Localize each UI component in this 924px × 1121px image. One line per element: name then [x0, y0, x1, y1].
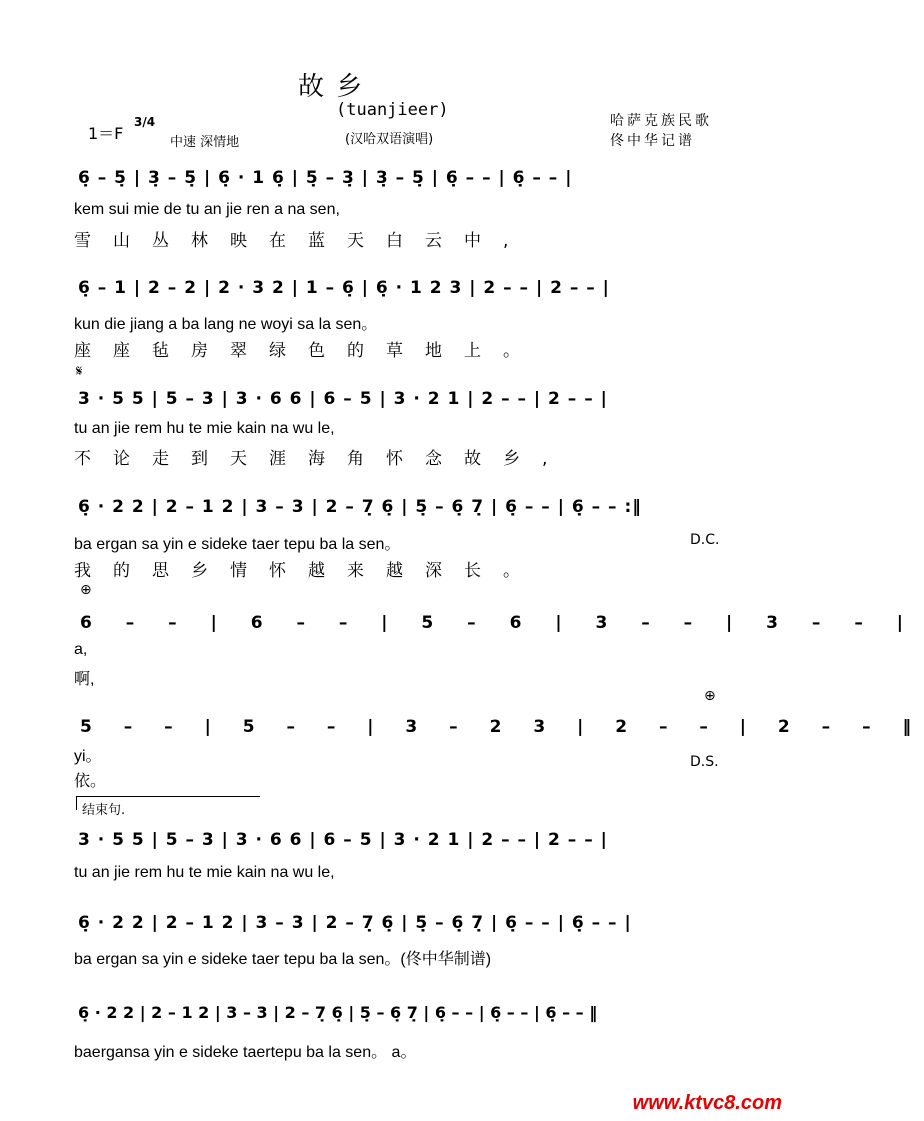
lyric-line-9-romanized: baergansa yin e sideke taertepu ba la sen。 a。 [74, 1044, 417, 1061]
lyric-line-5-chinese: 啊, [74, 671, 95, 688]
lyric-line-1-chinese: 雪山丛林映在蓝天白云中, [74, 231, 531, 251]
notation-line-2: 6̣ – 1 | 2 – 2 | 2 · 3 2 | 1 – 6̣ | 6̣ · 1 2 3 | 2 – – | 2 – – | [78, 278, 610, 298]
lyric-line-8-romanized: ba ergan sa yin e sideke taer tepu ba la sen。(佟中华制谱) [74, 951, 492, 968]
ds-marking: D.S. [690, 754, 719, 770]
lyric-line-5-romanized: a, [74, 641, 88, 658]
time-signature [134, 116, 155, 128]
coda-icon: ⊕ [80, 582, 92, 598]
ending-bracket [76, 796, 260, 797]
lyric-line-4-romanized: ba ergan sa yin e sideke taer tepu ba la sen。 [74, 536, 401, 553]
ending-label: 结束句. [82, 803, 126, 818]
coda-icon-right: ⊕ [704, 688, 716, 704]
time-signature-value: 3/4 [134, 115, 156, 129]
lyric-line-7-romanized: tu an jie rem hu te mie kain na wu le, [74, 864, 335, 881]
notation-line-5: 6 – – | 6 – – | 5 – 6 | 3 – – | 3 – – | [80, 613, 917, 633]
notation-line-4: 6̣ · 2 2 | 2 – 1 2 | 3 – 3 | 2 – 7̣ 6̣ | 5̣ – 6̣ 7̣ | 6̣ – – | 6̣ – – :‖ [78, 497, 642, 517]
dc-marking: D.C. [690, 532, 720, 548]
ending-bracket-tick [76, 796, 77, 810]
lyric-line-2-chinese: 座座毡房翠绿色的草地上。 [74, 341, 542, 361]
watermark: www.ktvc8.com [632, 1092, 782, 1114]
key-signature: 1＝F [88, 124, 124, 143]
notation-line-7: 3 · 5 5 | 5 – 3 | 3 · 6 6 | 6 – 5 | 3 · 2 1 | 2 – – | 2 – – | [78, 830, 608, 850]
segno-icon: 𝄋 [76, 362, 83, 380]
performance-note: (汉哈双语演唱) [345, 132, 434, 147]
notation-line-9: 6̣ · 2 2 | 2 – 1 2 | 3 – 3 | 2 – 7̣ 6̣ | 5̣ – 6̣ 7̣ | 6̣ – – | 6̣ – – | 6̣ – – ‖ [78, 1003, 598, 1022]
notation-line-3: 3 · 5 5 | 5 – 3 | 3 · 6 6 | 6 – 5 | 3 · 2 1 | 2 – – | 2 – – | [78, 389, 608, 409]
lyric-line-6-romanized: yi。 [74, 748, 102, 765]
lyric-line-3-chinese: 不论走到天涯海角怀念故乡, [74, 449, 570, 469]
song-title: 故 乡 [298, 72, 365, 102]
origin-credit: 哈萨克族民歌 [610, 113, 712, 129]
transcriber-credit: 佟中华记谱 [610, 133, 695, 149]
song-subtitle: (tuanjieer) [336, 100, 449, 120]
lyric-line-2-romanized: kun die jiang a ba lang ne woyi sa la sen。 [74, 316, 378, 333]
notation-line-6: 5 – – | 5 – – | 3 – 2 3 | 2 – – | 2 – – ‖ [80, 717, 924, 737]
lyric-line-6-chinese: 依。 [74, 773, 107, 790]
notation-line-8: 6̣ · 2 2 | 2 – 1 2 | 3 – 3 | 2 – 7̣ 6̣ | 5̣ – 6̣ 7̣ | 6̣ – – | 6̣ – – | [78, 913, 632, 933]
notation-line-1: 6̣ – 5̣ | 3̣ – 5̣ | 6̣ · 1 6̣ | 5̣ – 3̣ | 3̣ – 5̣ | 6̣ – – | 6̣ – – | [78, 168, 573, 188]
lyric-line-3-romanized: tu an jie rem hu te mie kain na wu le, [74, 420, 335, 437]
lyric-line-4-chinese: 我的思乡情怀越来越深长。 [74, 561, 542, 581]
lyric-line-1-romanized: kem sui mie de tu an jie ren a na sen, [74, 201, 340, 218]
tempo-marking: 中速 深情地 [170, 135, 240, 150]
